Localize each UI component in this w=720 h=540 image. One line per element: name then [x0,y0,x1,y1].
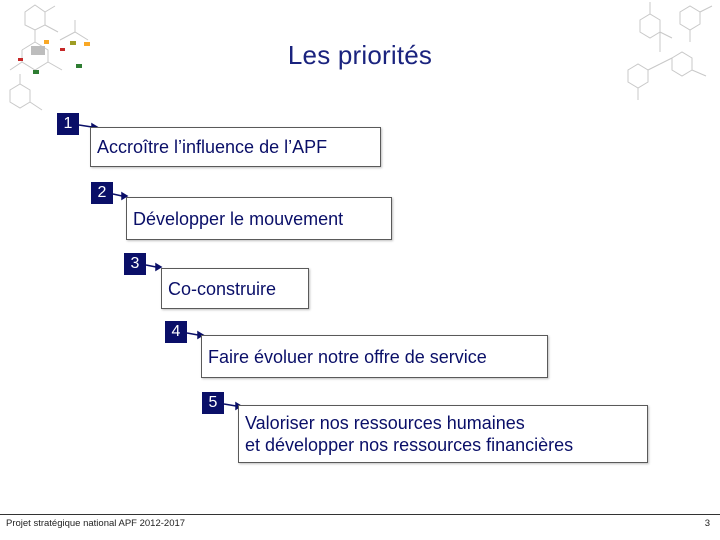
priority-box-4 [201,335,548,378]
priority-label-5-line-1: Valoriser nos ressources humaines [245,413,525,433]
priority-label-5-line-2: et développer nos ressources financières [245,435,574,455]
priority-box-1 [90,127,381,167]
priority-box-2 [126,197,392,240]
priority-label-1: Accroître l’influence de l’APF [97,137,328,157]
priority-number-2: 2 [91,182,113,204]
page-number: 3 [704,518,710,529]
priority-label-2: Développer le mouvement [133,208,344,229]
footer-project-label: Projet stratégique national APF 2012-2017 [6,518,186,529]
priority-number-1: 1 [57,113,79,135]
priority-number-5: 5 [202,392,224,414]
priority-label-4: Faire évoluer notre offre de service [208,346,487,367]
priority-label-3: Co-construire [168,278,277,299]
priority-number-3: 3 [124,253,146,275]
priority-box-5 [238,405,648,463]
page-title: Les priorités [287,40,433,70]
priority-number-4: 4 [165,321,187,343]
priority-box-3 [161,268,309,309]
footer-divider [0,514,720,515]
